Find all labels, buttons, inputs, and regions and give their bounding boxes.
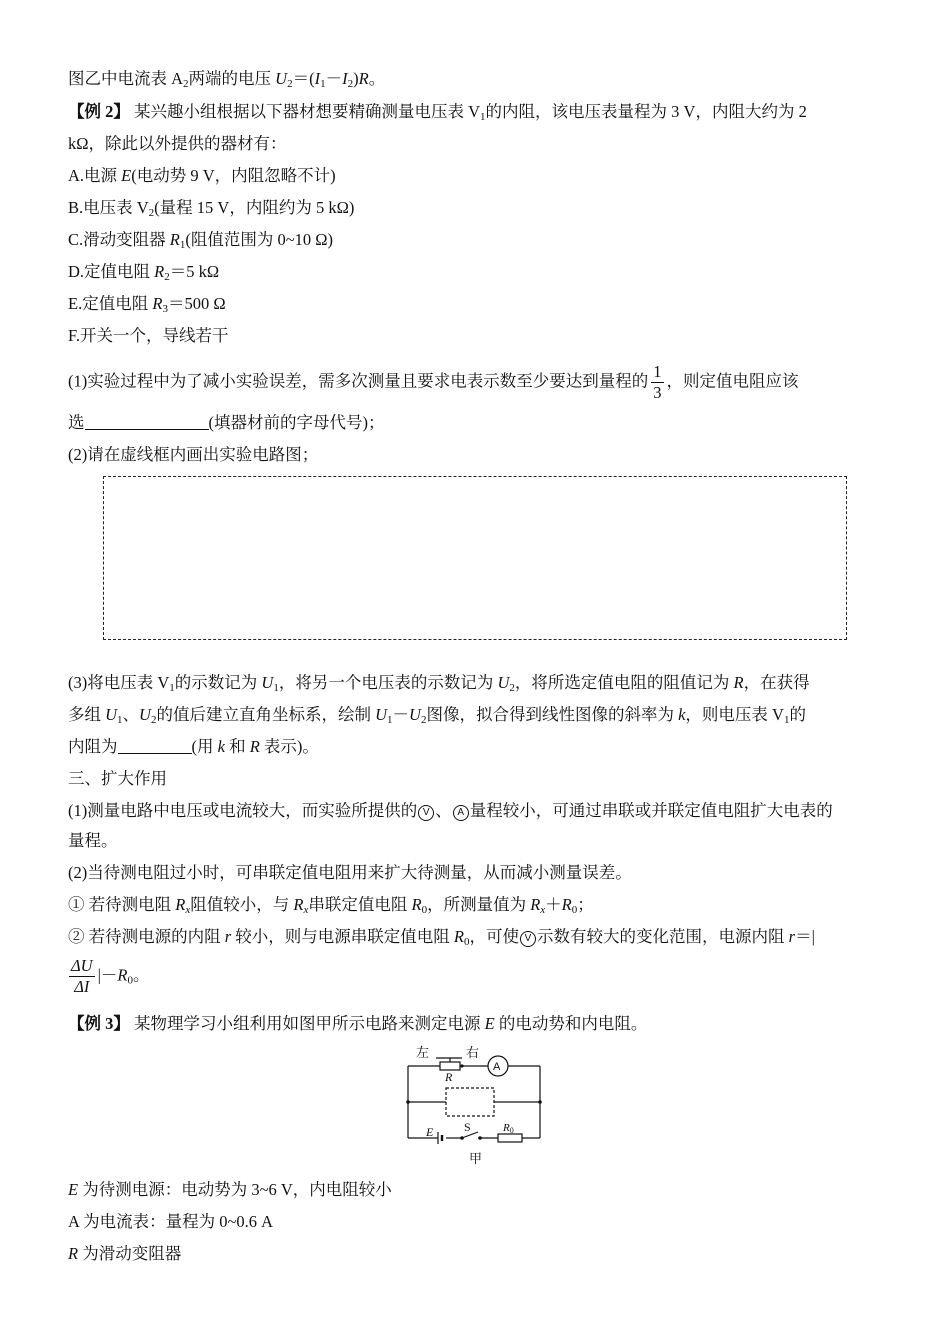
fraction-one-third: $\frac{1}{3}$ [653, 362, 662, 402]
option-e: E.定值电阻 $R_3=500$ Ω [68, 294, 226, 315]
example-3-tag: 【例 3】 [68, 1014, 130, 1033]
question-3-line-3: 内阻为 (用 k 和 R 表示)。 [68, 737, 319, 756]
label-s: S [464, 1120, 471, 1134]
question-2: (2)请在虚线框内画出实验电路图； [68, 445, 319, 464]
circuit-drawing-box[interactable] [103, 476, 847, 640]
example-2-intro: 【例 2】 某兴趣小组根据以下器材想要精确测量电压表 $V_1$的内阻，该电压表量程为 3 V，内阻大约为 2 [68, 102, 807, 123]
question-3-line-1: (3)将电压表 $V_1$的示数记为 $U_1$，将另一个电压表的示数记为 $U_2$，将所选定值电阻的阻值记为 R，在获得 [68, 673, 810, 694]
dashed-unknown-box [446, 1088, 494, 1116]
junction-dot [460, 1064, 463, 1067]
example-2-intro-cont: kΩ，除此以外提供的器材有： [68, 134, 287, 153]
example-2-tag: 【例 2】 [68, 102, 130, 121]
voltmeter-symbol-icon: V [418, 805, 434, 821]
ex3-line-r: R 为滑动变阻器 [68, 1244, 182, 1263]
label-ammeter: A [493, 1061, 501, 1073]
option-a: A.电源 E(电动势 9 V，内阻忽略不计) [68, 166, 336, 185]
fraction-delta-u-over-delta-i: $\frac{\Delta U}{\Delta I}$ [71, 956, 93, 996]
switch-contact [460, 1136, 464, 1140]
voltmeter-symbol-icon: V [520, 931, 536, 947]
ex3-line-e: E 为待测电源：电动势为 3~6 V，内电阻较小 [68, 1180, 392, 1199]
ex3-line-a: A 为电流表：量程为 0~0.6 A [68, 1212, 274, 1231]
section-3-point-1: (1)测量电路中电压或电流较大，而实验所提供的 V 、 A 量程较小，可通过串联或并联定值电阻扩大电表的 [68, 801, 833, 820]
figure-caption: 甲 [469, 1151, 483, 1166]
question-1-cont: 选 (填器材前的字母代号)； [68, 413, 385, 432]
rheostat-icon [440, 1062, 460, 1070]
switch-contact [478, 1136, 482, 1140]
label-r0: R0 [503, 1122, 514, 1135]
label-e: E [426, 1125, 434, 1139]
section-3-case-1: ① 若待测电阻 $R_x$阻值较小，与 $R_x$串联定值电阻 $R_0$，所测量值为 $R_x+R_0$； [68, 895, 594, 916]
ammeter-symbol-icon: A [453, 805, 469, 821]
section-3-point-2: (2)当待测电阻过小时，可串联定值电阻用来扩大待测量，从而减小测量误差。 [68, 863, 632, 882]
circuit-diagram-jia [400, 1042, 550, 1170]
section-3-case-2-formula: $\frac{\Delta U}{\Delta I}$ $|-R_0$。 [71, 956, 150, 996]
example-3-intro: 【例 3】 某物理学习小组利用如图甲所示电路来测定电源 E 的电动势和内电阻。 [68, 1014, 648, 1033]
junction-dot [538, 1100, 542, 1104]
answer-blank-resistor[interactable] [85, 413, 209, 430]
option-b: B.电压表 $V_2$(量程 15 V，内阻约为 5 kΩ) [68, 198, 355, 219]
answer-blank-resistance[interactable] [118, 737, 192, 754]
resistor-r0-icon [498, 1134, 522, 1142]
option-c: C.滑动变阻器 $R_1$(阻值范围为 0~10 Ω) [68, 230, 334, 251]
question-1: (1)实验过程中为了减小实验误差，需多次测量且要求电表示数至少要达到量程的 $\frac{1}{3}$ ，则定值电阻应该 [68, 362, 799, 402]
text-line-ammeter-voltage: 图乙中电流表 $A_2$两端的电压 $U_2=(I_1-I_2)R$。 [68, 69, 386, 90]
section-3-point-1-cont: 量程。 [68, 831, 118, 850]
label-right: 右 [466, 1045, 480, 1060]
junction-dot [406, 1100, 410, 1104]
section-3-case-2: ② 若待测电源的内阻 r 较小，则与电源串联定值电阻 $R_0$，可使 V 示数有较大的变化范围，电源内阻 r＝| [68, 927, 815, 948]
option-f: F.开关一个，导线若干 [68, 326, 229, 345]
label-r: R [445, 1070, 453, 1084]
option-d: D.定值电阻 $R_2=5$ kΩ [68, 262, 220, 283]
label-left: 左 [416, 1045, 430, 1060]
section-3-title: 三、扩大作用 [68, 769, 167, 788]
question-3-line-2: 多组 $U_1$、$U_2$的值后建立直角坐标系，绘制 $U_1-U_2$图像，拟合得到线性图像的斜率为 k，则电压表 $V_1$的 [68, 705, 806, 726]
